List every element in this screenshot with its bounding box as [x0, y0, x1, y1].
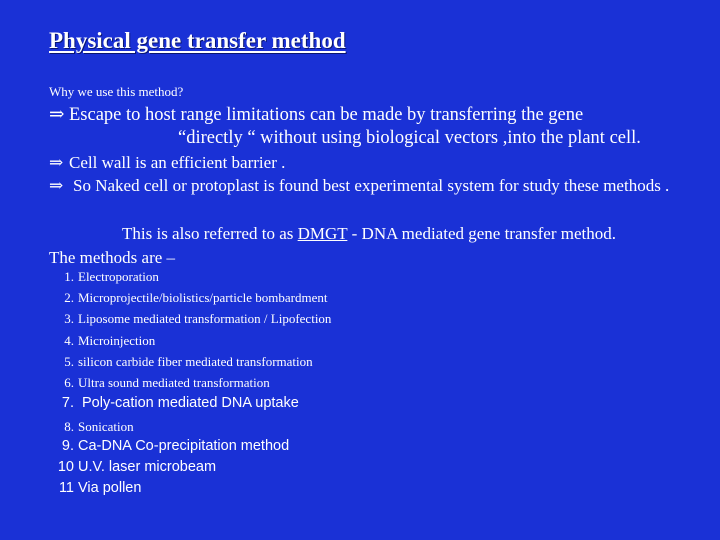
list-item: 4. Microinjection [64, 333, 156, 348]
dmgt-line [122, 224, 616, 244]
bullet-naked-cell-text: So Naked cell or protoplast is found best experimental system for study these methods . [73, 176, 670, 195]
dmgt-suffix: - DNA mediated gene transfer method. [347, 224, 616, 243]
list-item: 10 U.V. laser microbeam [57, 459, 217, 475]
arrow-icon: ⇒ [49, 176, 64, 195]
dmgt-prefix: This is also referred to as [122, 224, 298, 243]
arrow-icon: ⇒ [49, 105, 65, 125]
slide-title: Physical gene transfer method [49, 28, 346, 53]
bullet-escape-line1: Escape to host range limitations can be made by transferring the gene [69, 105, 584, 125]
arrow-icon: ⇒ [49, 153, 64, 172]
list-item: 8. Sonication [64, 419, 134, 434]
list-item: 11 Via pollen [58, 480, 142, 496]
list-item: 5. silicon carbide fiber mediated transformation [64, 354, 313, 369]
list-item: 3. Liposome mediated transformation / Lipofection [64, 311, 332, 326]
dmgt-abbreviation: DMGT [297, 224, 348, 243]
list-item: 7. Poly-cation mediated DNA uptake [61, 395, 299, 411]
list-item: 2. Microprojectile/biolistics/particle bombardment [64, 290, 328, 305]
bullet-cell-wall-text: Cell wall is an efficient barrier . [69, 153, 286, 172]
bullet-cell-wall [49, 153, 285, 173]
list-item: 9. Ca-DNA Co-precipitation method [61, 438, 290, 454]
list-item: 6. Ultra sound mediated transformation [64, 375, 270, 390]
bullet-naked-cell [49, 176, 669, 196]
bullet-escape-line2: “directly “ without using biological vectors ,into the plant cell. [178, 128, 641, 148]
methods-heading: The methods are – [49, 248, 176, 267]
question-text: Why we use this method? [49, 84, 184, 99]
bullet-escape [49, 104, 583, 126]
list-item: 1. Electroporation [64, 269, 159, 284]
